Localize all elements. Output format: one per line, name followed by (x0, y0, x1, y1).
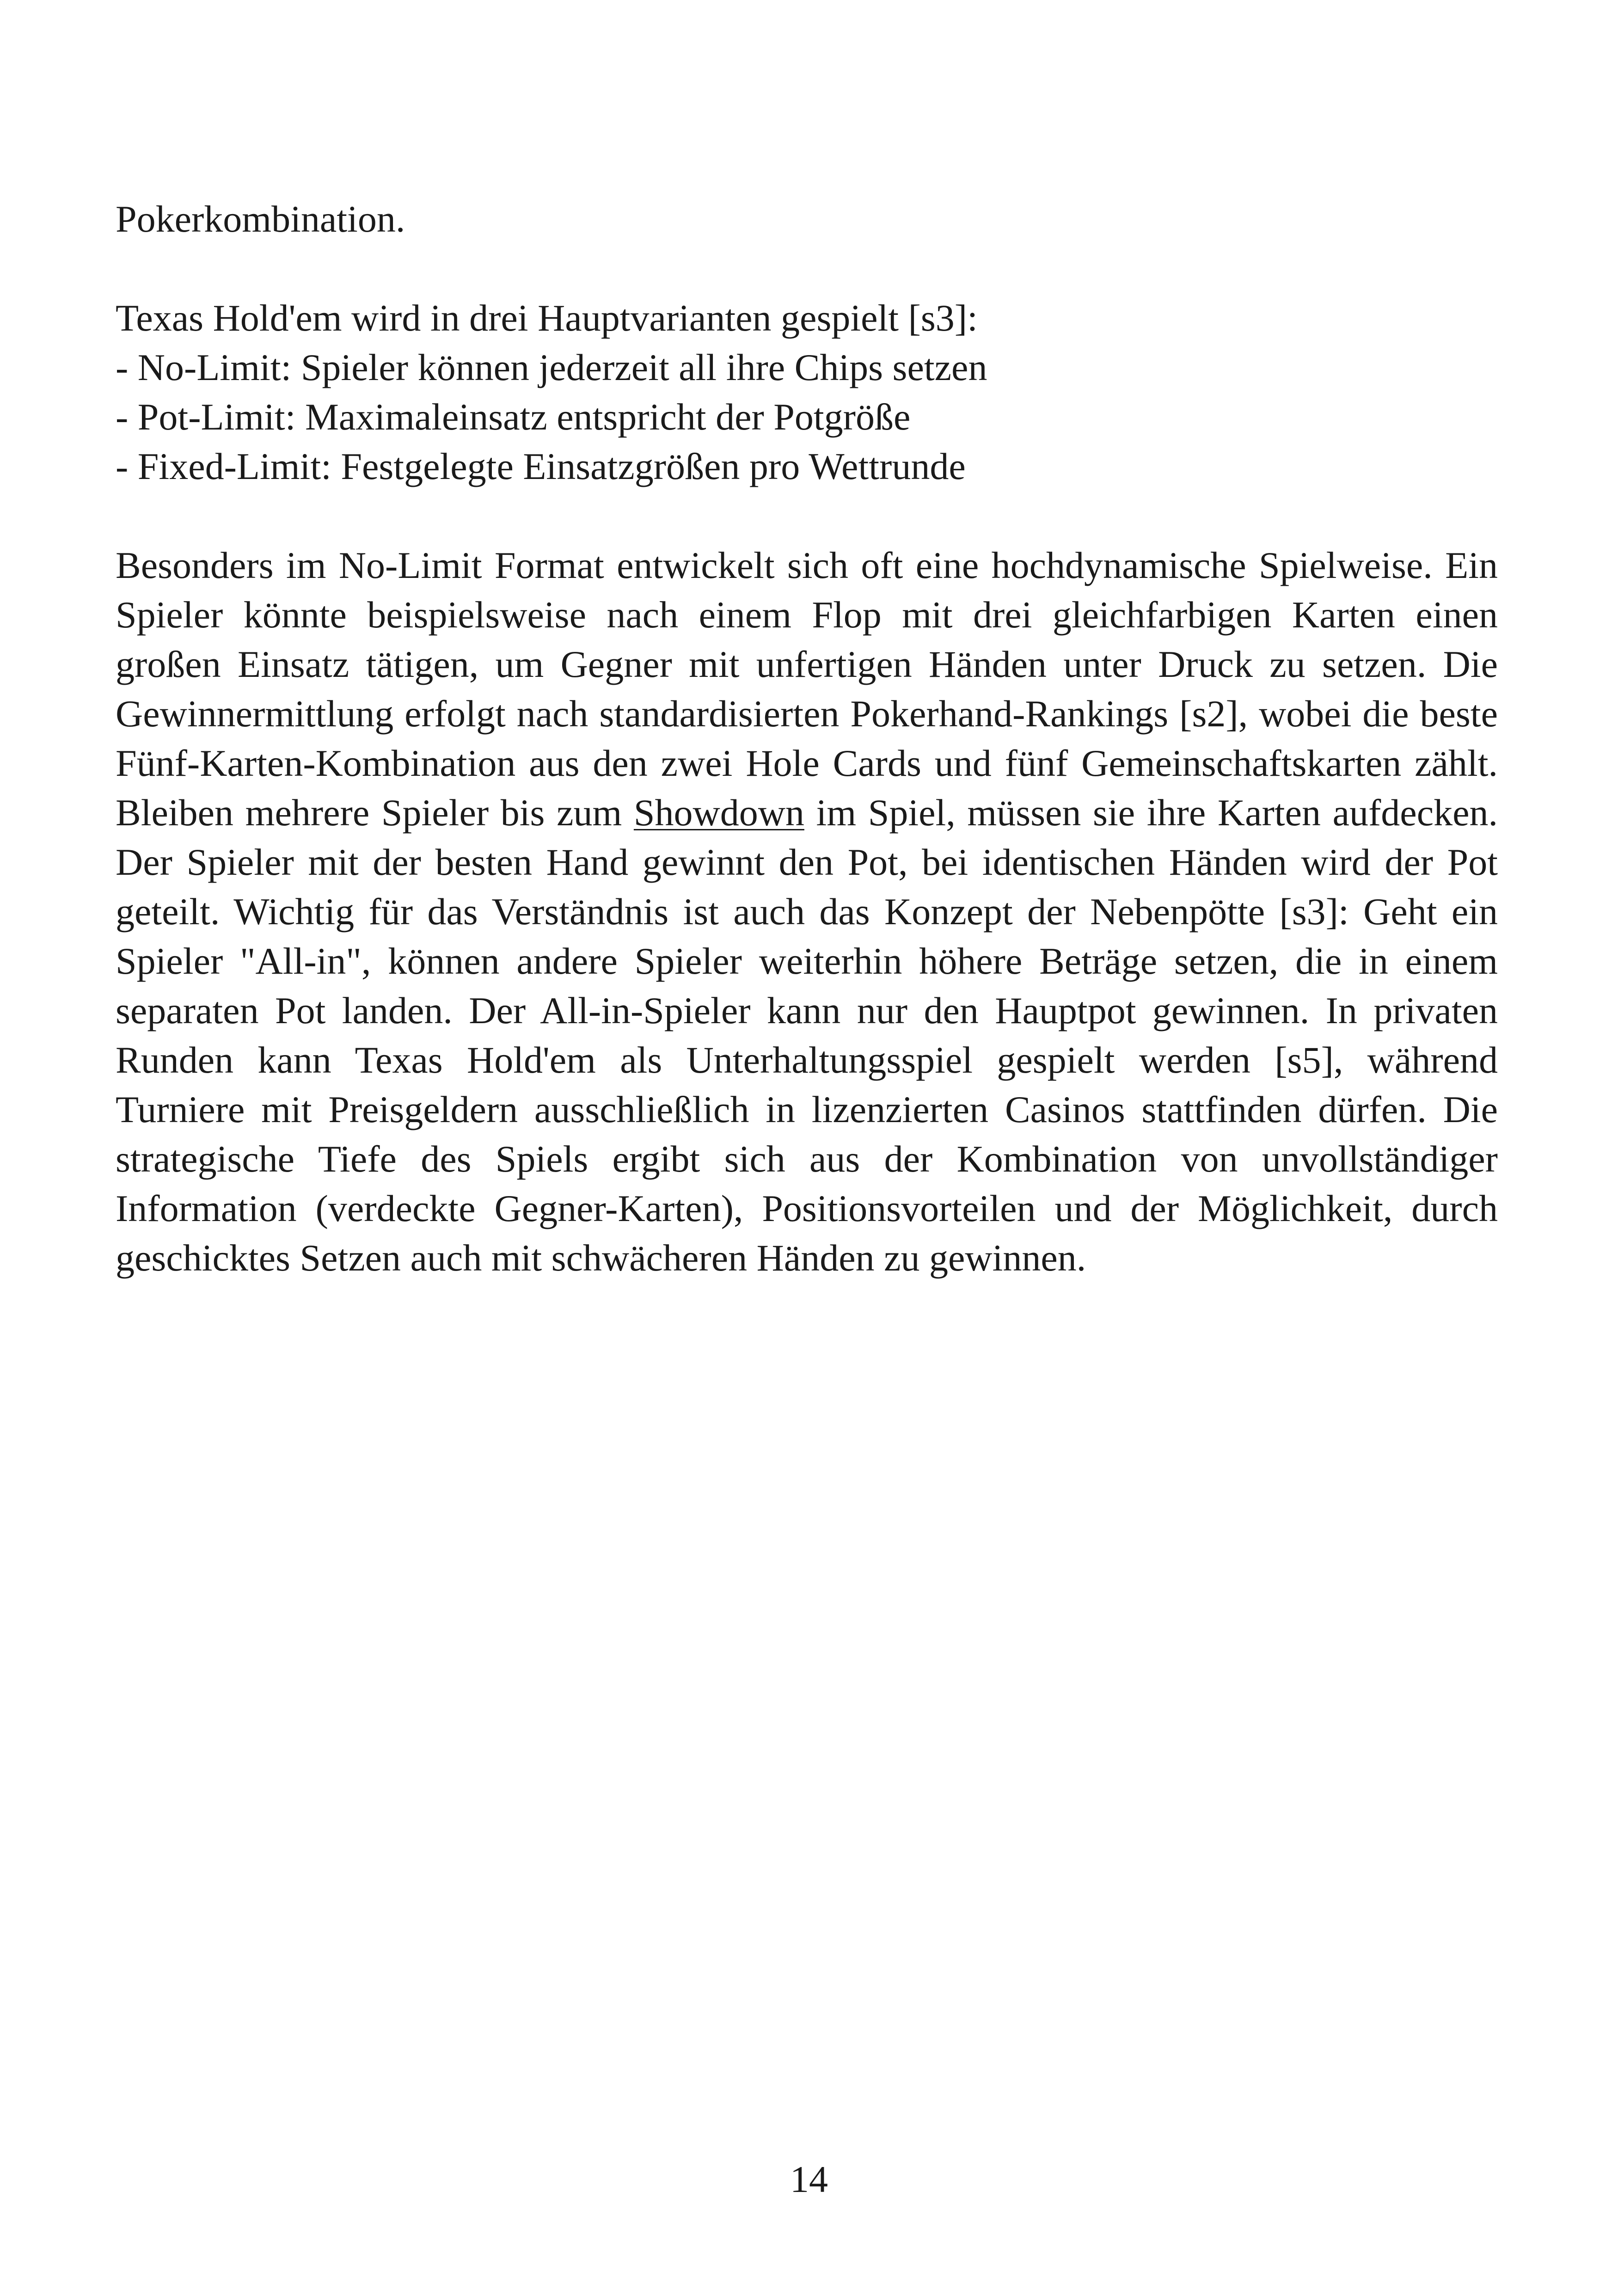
variant-item-no-limit: - No-Limit: Spieler können jederzeit all ihre Chips setzen (116, 346, 987, 388)
showdown-link[interactable]: Showdown (633, 792, 804, 834)
page-number: 14 (790, 2158, 828, 2200)
body-text-part-2: im Spiel, müssen sie ihre Karten aufdecken. Der Spieler mit der besten Hand gewinnt den Pot, bei identischen Händen wird der Pot geteilt. Wichtig für das Verständnis ist auch das Konzept der Nebenpötte [s3]: Geht ein Spieler "All-in", können andere Spieler weiterhin höhere Beträge setzen, die in einem separaten Pot landen. Der All-in-Spieler kann nur den Hauptpot gewinnen. In privaten Runden kann Texas Hold'em als Unterhaltungsspiel gespielt werden [s5], während Turniere mit Preisgeldern ausschließlich in lizenzierten Casinos stattfinden dürfen. Die strategische Tiefe des Spiels ergibt sich aus der Kombination von unvollständiger Information (verdeckte Gegner-Karten), Positionsvorteilen und der Möglichkeit, durch geschicktes Setzen auch mit schwächeren Händen zu gewinnen. (116, 792, 1498, 1279)
page-content (116, 194, 1498, 1283)
variants-heading: Texas Hold'em wird in drei Hauptvarianten gespielt [s3]: (116, 297, 978, 339)
paragraph-spacer (116, 244, 1498, 293)
variant-item-pot-limit: - Pot-Limit: Maximaleinsatz entspricht der Potgröße (116, 396, 911, 438)
body-text-part-1: Besonders im No-Limit Format entwickelt sich oft eine hochdynamische Spielweise. Ein Spieler könnte beispielsweise nach einem Flop mit drei gleichfarbigen Karten einen großen Einsatz tätigen, um Gegner mit unfertigen Händen unter Druck zu setzen. Die Gewinnermittlung erfolgt nach standardisierten Pokerhand-Rankings [s2], wobei die beste Fünf-Karten-Kombination aus den zwei Hole Cards und fünf Gemeinschaftskarten zählt. Bleiben mehrere Spieler bis zum (116, 544, 1498, 834)
body-paragraph (116, 540, 1498, 1283)
paragraph-spacer (116, 491, 1498, 540)
variant-item-fixed-limit: - Fixed-Limit: Festgelegte Einsatzgrößen pro Wettrunde (116, 445, 966, 487)
intro-line: Pokerkombination. (116, 198, 405, 240)
